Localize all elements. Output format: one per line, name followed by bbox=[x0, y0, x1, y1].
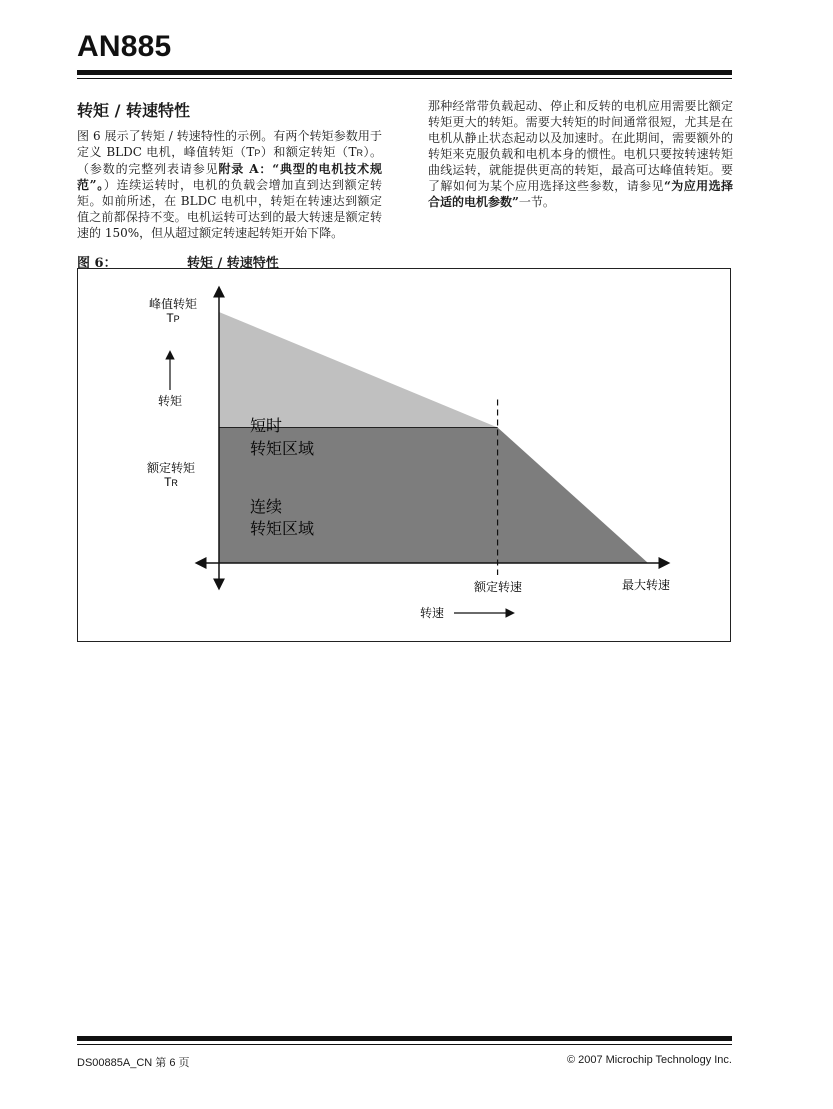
document-code: AN885 bbox=[77, 30, 172, 63]
section-reference-link[interactable]: “为应用选择合适的电机参数” bbox=[428, 179, 733, 209]
para-text: ）和额定转矩（T bbox=[260, 145, 357, 159]
section-heading: 转矩 / 转速特性 bbox=[77, 101, 190, 120]
short-region-label-2: 转矩区域 bbox=[250, 439, 315, 458]
y-axis-label: 转矩 bbox=[157, 394, 183, 408]
torque-speed-chart bbox=[77, 268, 731, 642]
rated-speed-label: 额定转速 bbox=[473, 580, 523, 594]
peak-torque-symbol: TP bbox=[166, 311, 180, 325]
subscript-p: P bbox=[254, 148, 261, 158]
subscript-r: R bbox=[356, 148, 363, 158]
para-text: ）连续运转时，电机的负载会增加直到达到额定转矩。如前所述，在 BLDC 电机中，转矩在转速达到额定值之前都保持不变。电机运转可达到的最大转速是额定转速的 150%，但从超过额定转速起转矩开始下降。 bbox=[77, 178, 382, 240]
rated-torque-label: 额定转矩 bbox=[146, 461, 196, 475]
footer-rule-thin bbox=[77, 1044, 732, 1045]
body-paragraph-right bbox=[428, 98, 733, 210]
para-text: ）。（参数的完整列表请参见 bbox=[77, 145, 382, 176]
body-paragraph-left bbox=[77, 128, 382, 241]
peak-torque-label: 峰值转矩 bbox=[148, 297, 198, 311]
footer-doc-page: DS00885A_CN 第 6 页 bbox=[77, 1057, 190, 1069]
para-text: 那种经常带负载起动、停止和反转的电机应用需要比额定转矩更大的转矩。需要大转矩的时间通常很短，尤其是在电机从静止状态起动以及加速时。在此期间，需要额外的转矩来克服负载和电机本身的惯性。电机只要按转速转矩曲线运转，就能提供更高的转矩，最高可达峰值转矩。要了解如何为某个应用选择这些参数，请参见 bbox=[428, 99, 733, 193]
rated-torque-symbol: TR bbox=[164, 475, 178, 489]
header-rule-thin bbox=[77, 78, 732, 79]
short-term-torque-region bbox=[219, 312, 498, 427]
figure-number: 图 6： bbox=[77, 256, 117, 271]
footer-copyright: © 2007 Microchip Technology Inc. bbox=[566, 1054, 732, 1066]
figure-title: 转矩 / 转速特性 bbox=[187, 256, 279, 271]
header-rule bbox=[77, 70, 732, 75]
appendix-link[interactable]: 附录 A：“典型的电机技术规范”。 bbox=[77, 162, 382, 192]
continuous-region-label: 连续 bbox=[250, 497, 283, 516]
short-region-label: 短时 bbox=[250, 416, 283, 435]
para-text: 图 6 展示了转矩 / 转速特性的示例。有两个转矩参数用于定义 BLDC 电机，峰值转矩（T bbox=[77, 129, 382, 159]
max-speed-label: 最大转速 bbox=[621, 578, 671, 592]
para-text: 一节。 bbox=[518, 195, 555, 209]
footer-rule bbox=[77, 1036, 732, 1041]
continuous-torque-region-tail bbox=[498, 427, 648, 563]
x-axis-label: 转速 bbox=[419, 606, 445, 620]
continuous-region-label-2: 转矩区域 bbox=[250, 519, 315, 538]
